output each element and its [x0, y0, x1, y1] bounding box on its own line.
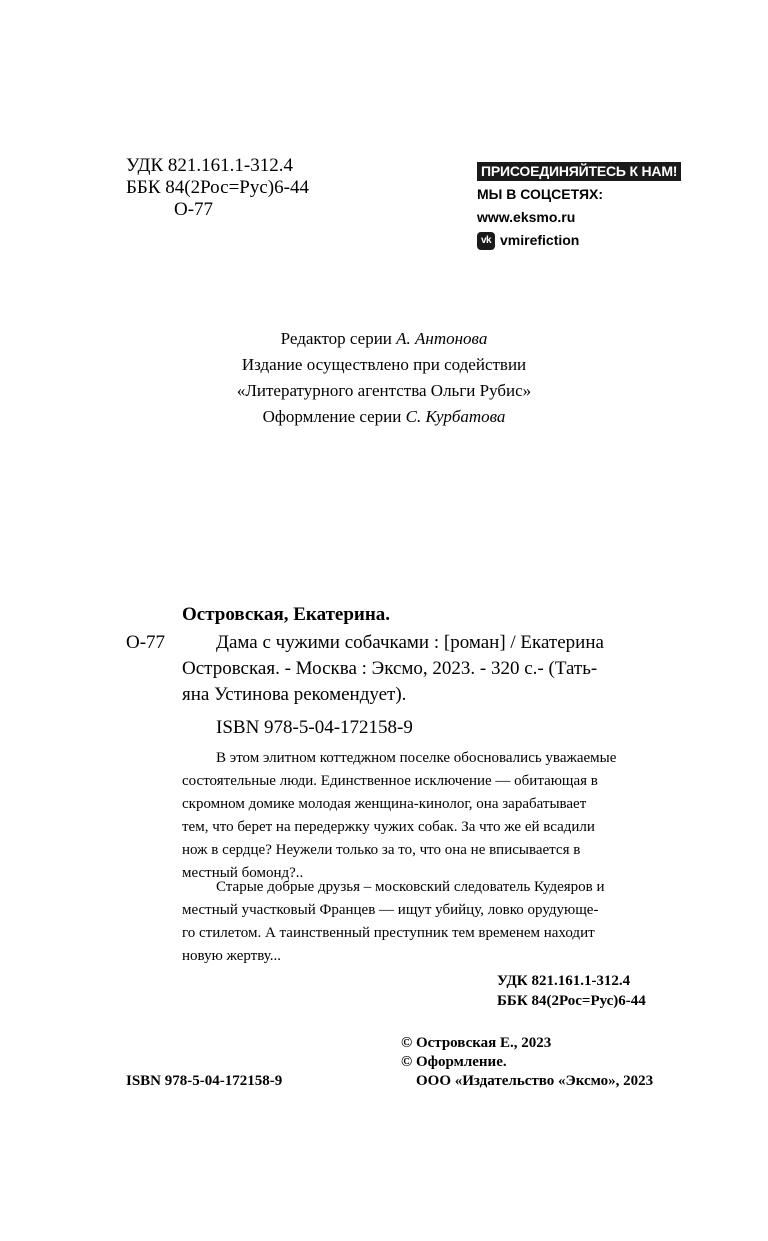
series-design-label: Оформление серии: [262, 407, 402, 426]
series-editor-line: [0, 326, 768, 352]
website-link[interactable]: www.eksmo.ru: [477, 209, 576, 225]
biblio-title-line-2: Островская. - Москва : Эксмо, 2023. - 320 с.- (Тать-: [182, 658, 598, 679]
bbk-code: ББК 84(2Рос=Рус)6-44: [126, 177, 309, 198]
credits-block: [0, 326, 768, 430]
series-design-name: С. Курбатова: [405, 407, 506, 426]
join-us-banner: ПРИСОЕДИНЯЙТЕСЬ К НАМ!: [477, 162, 681, 181]
footer-isbn: ISBN 978-5-04-172158-9: [126, 1073, 283, 1089]
udk-code: УДК 821.161.1-312.4: [126, 155, 293, 176]
copyright-design: © Оформление.: [401, 1054, 507, 1070]
biblio-title-line-1: Дама с чужими собачками : [роман] / Екатерина: [216, 632, 604, 653]
support-line-2: «Литературного агентства Ольги Рубис»: [236, 381, 532, 400]
classification-block: [126, 155, 309, 221]
author-mark: О-77: [174, 199, 214, 220]
annotation-line: состоятельные люди. Единственное исключение — обитающая в: [182, 773, 598, 789]
biblio-author: Островская, Екатерина.: [182, 604, 391, 625]
biblio-mark: О-77: [126, 632, 166, 653]
biblio-isbn: ISBN 978-5-04-172158-9: [216, 717, 413, 738]
annotation-line: В этом элитном коттеджном поселке обосновались уважаемые: [216, 750, 617, 766]
series-editor-name: А. Антонова: [396, 329, 488, 348]
annotation-line: скромном домике молодая женщина-кинолог, она зарабатывает: [182, 796, 587, 812]
vk-handle: vmirefiction: [500, 232, 580, 248]
vk-link[interactable]: [477, 229, 681, 251]
biblio-title-line-3: яна Устинова рекомендует).: [182, 684, 407, 705]
support-line-1: Издание осуществлено при содействии: [241, 355, 527, 374]
social-title: МЫ В СОЦСЕТЯХ:: [477, 186, 604, 202]
annotation-line: Старые добрые друзья – московский следователь Кудеяров и: [216, 879, 605, 895]
social-promo: [477, 163, 681, 251]
copyright-author: © Островская Е., 2023: [401, 1035, 552, 1051]
footer-udk: УДК 821.161.1-312.4: [497, 973, 631, 989]
vk-icon: vk: [477, 232, 495, 250]
copyright-publisher: ООО «Издательство «Эксмо», 2023: [416, 1073, 654, 1089]
annotation-line: местный бомонд?..: [182, 865, 304, 881]
footer-bbk: ББК 84(2Рос=Рус)6-44: [497, 993, 646, 1009]
annotation-line: тем, что берет на передержку чужих собак. За что же ей всадили: [182, 819, 595, 835]
annotation-line: го стилетом. А таинственный преступник тем временем находит: [182, 925, 595, 941]
series-design-line: [0, 404, 768, 430]
annotation-line: нож в сердце? Неужели только за то, что она не вписывается в: [182, 842, 581, 858]
annotation-line: местный участковый Францев — ищут убийцу, ловко орудующе-: [182, 902, 599, 918]
series-editor-label: Редактор серии: [280, 329, 392, 348]
annotation-line: новую жертву...: [182, 948, 282, 964]
